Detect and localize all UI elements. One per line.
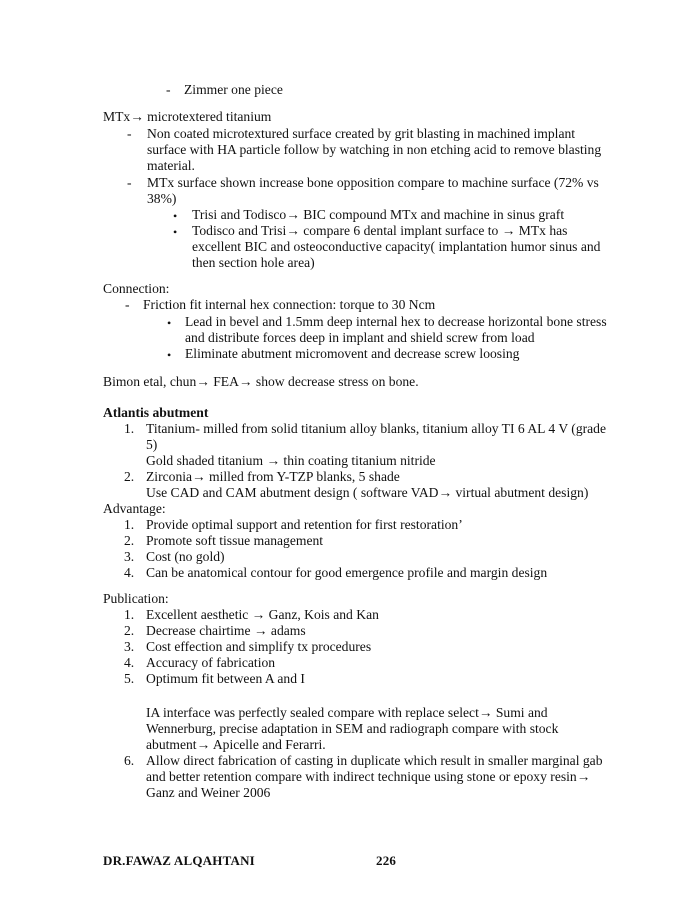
list-number: 6. [124, 753, 135, 768]
bullet-marker: • [173, 209, 178, 223]
page-number: 226 [376, 853, 397, 868]
list-number: 1. [124, 421, 135, 436]
publication-item: Ganz and Weiner 2006 [146, 785, 271, 800]
list-number: 3. [124, 549, 135, 564]
atlantis-heading: Atlantis abutment [103, 405, 209, 420]
dash-marker: - [166, 82, 171, 97]
mtx-desc-line: material. [147, 158, 195, 173]
connection-line: Friction fit internal hex connection: torque to 30 Ncm [143, 297, 436, 312]
connection-bullet-line: Lead in bevel and 1.5mm deep internal hex to decrease horizontal bone stress [185, 314, 607, 329]
publication-item: Decrease chairtime → adams [146, 623, 306, 638]
mtx-bullet-line: then section hole area) [192, 255, 315, 270]
atlantis-item-line: Titanium- milled from solid titanium alloy blanks, titanium alloy TI 6 AL 4 V (grade [146, 421, 607, 436]
footer-author: DR.FAWAZ ALQAHTANI [103, 853, 255, 868]
atlantis-item-line: Gold shaded titanium → thin coating titanium nitride [146, 453, 436, 468]
list-number: 3. [124, 639, 135, 654]
connection-bullet-line: and distribute forces deep in implant and shield screw from load [185, 330, 535, 345]
publication-item: and better retention compare with indirect technique using stone or epoxy resin→ [146, 769, 591, 784]
zimmer-line: Zimmer one piece [184, 82, 283, 97]
ia-interface-line: Wennerburg, precise adaptation in SEM and radiograph compare with stock [146, 721, 559, 736]
mtx-bullet-line: Trisi and Todisco→ BIC compound MTx and machine in sinus graft [192, 207, 565, 222]
mtx-bullet-line: excellent BIC and osteoconductive capacity( implantation humor sinus and [192, 239, 601, 254]
publication-item: Optimum fit between A and I [146, 671, 305, 686]
list-number: 1. [124, 607, 135, 622]
list-number: 2. [124, 623, 135, 638]
publication-item: Cost effection and simplify tx procedures [146, 639, 372, 654]
mtx-heading: MTx→ microtextered titanium [103, 109, 272, 124]
dash-marker: - [127, 175, 132, 190]
connection-bullet-line: Eliminate abutment micromovent and decrease screw loosing [185, 346, 520, 361]
list-number: 2. [124, 533, 135, 548]
atlantis-item-line: Use CAD and CAM abutment design ( software VAD→ virtual abutment design) [146, 485, 589, 500]
dash-marker: - [125, 297, 130, 312]
mtx-desc-line: 38%) [147, 191, 177, 206]
atlantis-item-line: 5) [146, 437, 158, 452]
advantage-item: Cost (no gold) [146, 549, 225, 564]
list-number: 5. [124, 671, 135, 686]
mtx-desc-line: Non coated microtextured surface created by grit blasting in machined implant [147, 126, 576, 141]
advantage-heading: Advantage: [103, 501, 166, 516]
advantage-item: Promote soft tissue management [146, 533, 324, 548]
publication-item: Allow direct fabrication of casting in duplicate which result in smaller marginal gab [146, 753, 603, 768]
advantage-item: Provide optimal support and retention for first restoration’ [146, 517, 463, 532]
list-number: 4. [124, 655, 135, 670]
connection-heading: Connection: [103, 281, 170, 296]
bullet-marker: • [167, 316, 172, 330]
bullet-marker: • [173, 225, 178, 239]
publication-item: Excellent aesthetic → Ganz, Kois and Kan [146, 607, 379, 622]
list-number: 2. [124, 469, 135, 484]
list-number: 4. [124, 565, 135, 580]
dash-marker: - [127, 126, 132, 141]
ia-interface-line: abutment→ Apicelle and Ferarri. [146, 737, 326, 752]
bimon-line: Bimon etal, chun→ FEA→ show decrease stress on bone. [103, 374, 419, 389]
mtx-bullet-line: Todisco and Trisi→ compare 6 dental implant surface to → MTx has [192, 223, 568, 238]
bullet-marker: • [167, 348, 172, 362]
mtx-desc-line: MTx surface shown increase bone opposition compare to machine surface (72% vs [147, 175, 599, 190]
list-number: 1. [124, 517, 135, 532]
publication-heading: Publication: [103, 591, 169, 606]
advantage-item: Can be anatomical contour for good emergence profile and margin design [146, 565, 548, 580]
mtx-desc-line: surface with HA particle follow by watching in non etching acid to remove blasting [147, 142, 602, 157]
publication-item: Accuracy of fabrication [146, 655, 276, 670]
atlantis-item-line: Zirconia→ milled from Y-TZP blanks, 5 shade [146, 469, 400, 484]
ia-interface-line: IA interface was perfectly sealed compare with replace select→ Sumi and [146, 705, 548, 720]
